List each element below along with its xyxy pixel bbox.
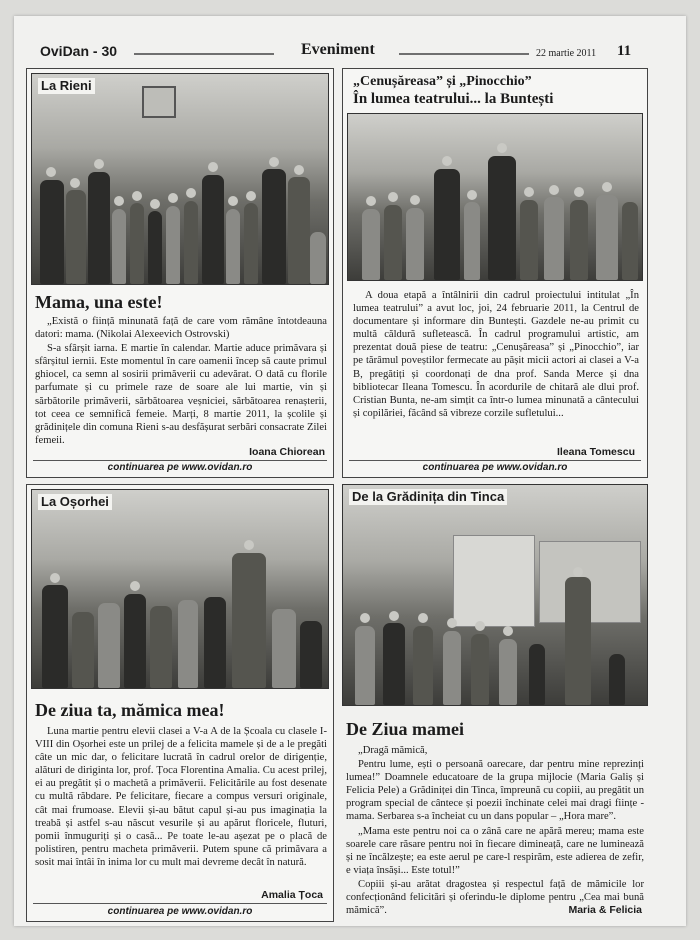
header-rule-left: [134, 53, 274, 55]
issue-date: 22 martie 2011: [536, 48, 597, 59]
paragraph: Pentru lume, ești o persoană oarecare, dar pentru mine reprezinți lumea!” Doamnele educatoare de la grupa mijlocie (Maria Galiș și Felicia Pele) a Grădiniței din Tinca, împreună cu copiii, au pregătit un program special de cântece și poezii închinate celei mai dragi ființe - mama. Serbarea s-a încheiat cu un dans popular – „Hora mare”.: [346, 759, 644, 823]
article-title-rieni: Mama, una este!: [35, 292, 163, 312]
divider: [33, 460, 327, 461]
photo-rieni-class: [31, 73, 329, 285]
continued-link-rieni[interactable]: continuarea pe www.ovidan.ro: [107, 462, 253, 473]
author-osorhei: Amalia Țoca: [261, 889, 323, 901]
article-osorhei: [26, 484, 334, 922]
paragraph: Luna martie pentru elevii clasei a V-a A de la Școala cu clasele I-VIII din Oșorhei este un prilej de a felicita mamele și de a le pregăti câte un mic dar, o felicitare lucrată în cadrul orelor de dirigenție, alături de diriginta lor, prof. Țoca Florentina Amalia. Cu acest prilej, ei au pregătit și o machetă a primăverii. Felicitările au fost desenate cu multă răbdare. Pe felicitare, fiecare a compus versuri originale, cât mai frumoase. Elevii și-au bătut capul și-au pus imaginația la treabă și astfel s-au născut vesurile și au apărut floricele, fluturi, pomii înmuguriți și o casă... Pe toate le-au așezat pe o placă de polistiren, pentru macheta primăverii. Putem spune că primăvara a sosit mai întâi în inima lor cu mult mai devreme decât în natură.: [35, 726, 327, 868]
page-number: 11: [617, 43, 632, 59]
paragraph: Copiii și-au arătat dragostea și respectul față de mămicile lor confecționând felicitări și oferindu-le diplome pentru „Cea mai bună mămică”.: [346, 878, 644, 917]
article-body-rieni: [35, 315, 327, 448]
continued-link-osorhei[interactable]: continuarea pe www.ovidan.ro: [107, 906, 253, 917]
article-buntesti: [342, 68, 648, 478]
photo-caption-osorhei: La Oșorhei: [38, 494, 112, 510]
author-tinca: Maria & Felicia: [568, 904, 642, 916]
photo-caption-tinca: De la Grădinița din Tinca: [349, 489, 507, 505]
divider: [349, 460, 641, 461]
author-rieni: Ioana Chiorean: [249, 446, 325, 458]
article-title-osorhei: De ziua ta, mămica mea!: [35, 700, 225, 720]
page-header: [14, 16, 686, 64]
actors-group: [348, 151, 642, 280]
photo-caption-rieni: La Rieni: [38, 78, 95, 94]
paragraph: „Dragă mămică,: [358, 745, 428, 756]
author-buntesti: Ileana Tomescu: [556, 446, 635, 458]
article-body-tinca: [346, 744, 644, 918]
photo-theatre-performance: [347, 113, 643, 281]
newspaper-name: OviDan - 30: [40, 43, 118, 59]
paragraph: S-a sfârșit iarna. E martie în calendar. Martie aduce primăvara și sfârșitul iernii. Este momentul în care oamenii încep să caute primul ghiocel, ca semn al sosirii primăverii cu adevărat. O dată cu florile parfumate și cu primele raze de soare ale lui martie, vin și sărbătorile primăverii, sărbătoarea veșniciei, sărbătoarea renașterii, tot ceea ce semnifică femeie. Marți, 8 martie 2011, la școlile și grădinițele din comuna Rieni s-au desfășurat serbări consacrate Zilei femeii.: [35, 343, 327, 446]
header-rule-right: [399, 53, 529, 55]
paragraph: „Există o ființă minunată față de care vom rămâne întotdeauna datori: mama. (Nikolai Alexeevich Ostrovski): [35, 316, 327, 341]
kindergarten-children: [343, 577, 647, 705]
article-body-osorhei: [35, 725, 327, 870]
article-body-buntesti: [353, 289, 639, 421]
photo-osorhei-students: [31, 489, 329, 689]
article-rieni: [26, 68, 334, 478]
wall-picture: [142, 86, 176, 118]
newspaper-page: [14, 16, 686, 926]
paragraph: A doua etapă a întâlnirii din cadrul proiectului intitulat „În lumea teatrului” a avut loc, joi, 24 februarie 2011, la Centrul de documentare și informare din Buntești. Gazdele ne-au primit cu multă căldură sufletească. În cadrul programului artistic, am prezentat două piese de teatru: „Cenușăreasa” și „Pinocchio”, iar pe tărâmul poveștilor fermecate au pășit micii actori ai clasei a V-a B, pregătiți și coordonați de dna prof. Sanda Merce și dna bibliotecar Ileana Tomescu. În acordurile de chitară ale dlui prof. Cristian Bunta, ne-am simțit ca într-o lumea minunată a cântecului și copilăriei, făcând să vibreze corzile sufletului...: [353, 290, 639, 419]
students-with-cards: [32, 541, 328, 688]
children-group: [32, 154, 328, 284]
article-title-tinca: De Ziua mamei: [346, 719, 464, 739]
article-title-buntesti: În lumea teatrului... la Buntești: [353, 91, 554, 107]
article-tinca: [342, 484, 648, 922]
photo-tinca-kindergarten: [342, 484, 648, 706]
paragraph: „Mama este pentru noi ca o zână care ne apără mereu; mama este soarele care răsare pentru noi în fiecare dimineață, care ne luminează și ne încălzește; ea este aerul pe care-l respirăm, este adierea de zefir, e viața însăși... Este totul!”: [346, 825, 644, 876]
section-title: Eveniment: [301, 41, 375, 58]
divider: [33, 903, 327, 904]
continued-link-buntesti[interactable]: continuarea pe www.ovidan.ro: [422, 462, 568, 473]
article-subtitle-buntesti: „Cenușăreasa” și „Pinocchio”: [353, 74, 532, 89]
